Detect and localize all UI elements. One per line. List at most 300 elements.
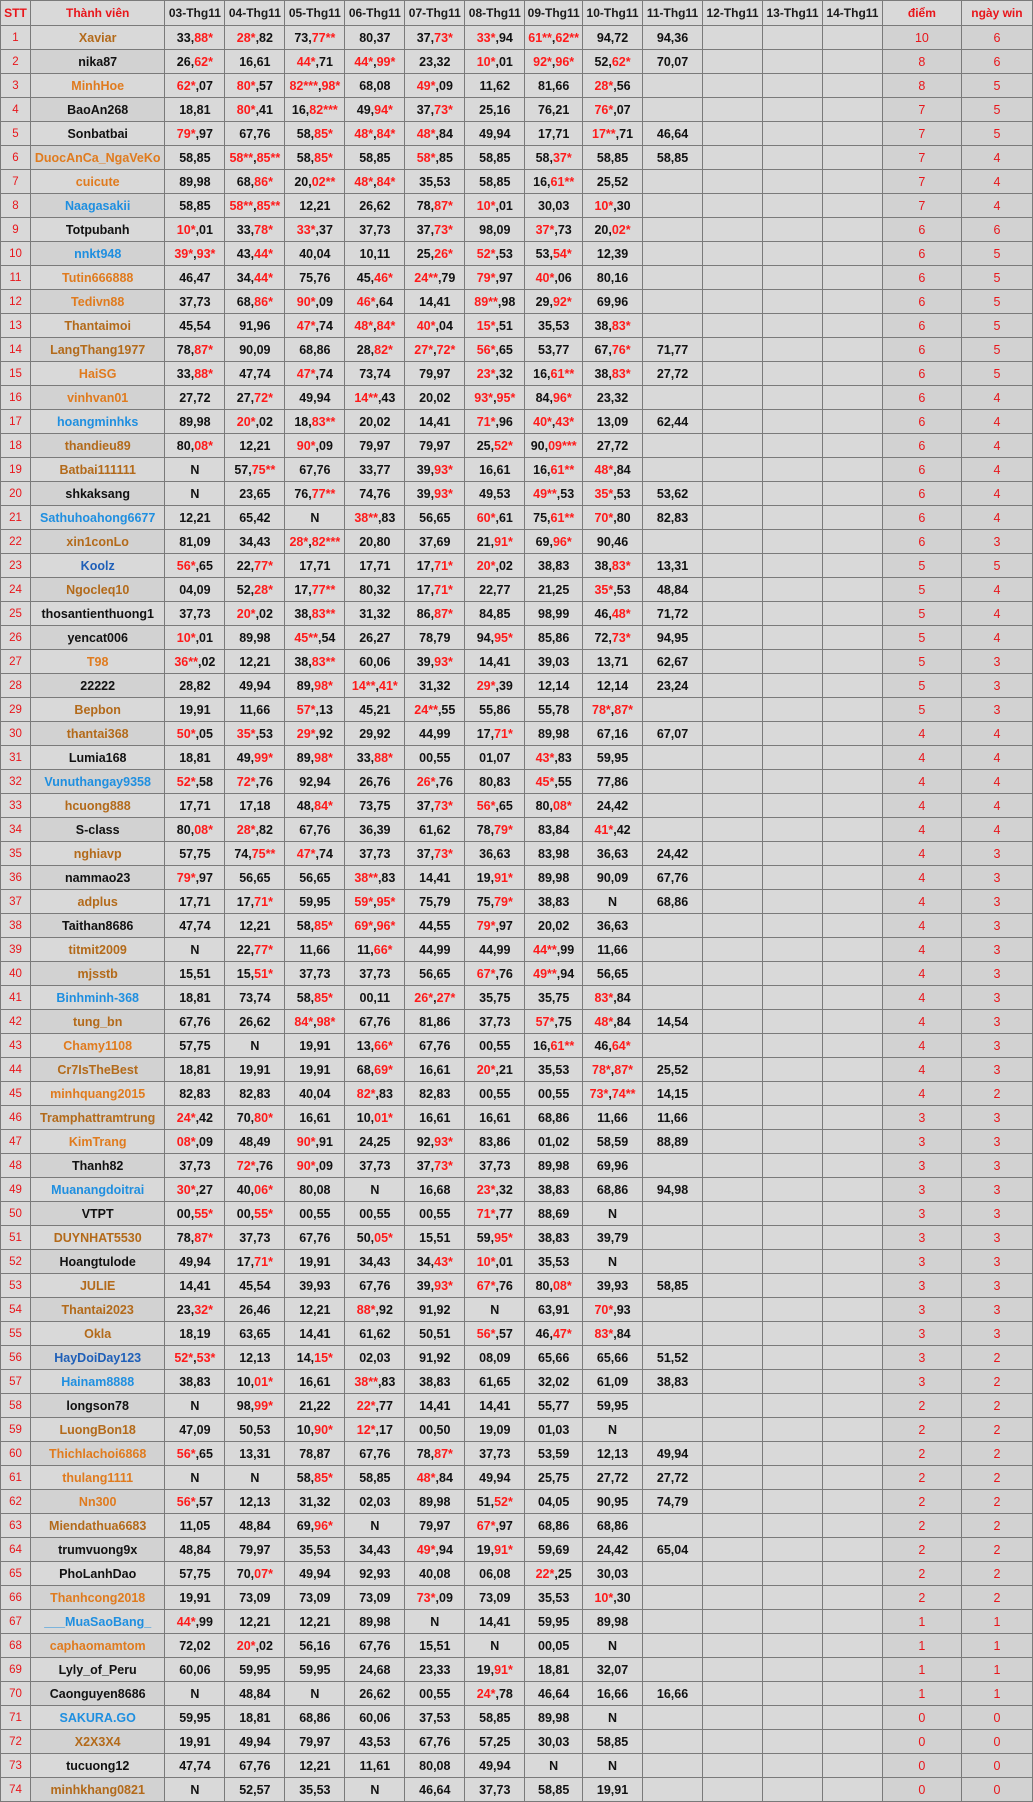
number: 27, — [236, 390, 255, 405]
day-result-cell — [345, 842, 405, 866]
day-result-cell — [225, 1418, 285, 1442]
day-result-cell — [345, 794, 405, 818]
day-result-cell — [822, 650, 882, 674]
win-days-cell: 4 — [961, 794, 1032, 818]
hit-number: 88* — [194, 30, 213, 45]
day-result-cell — [345, 1226, 405, 1250]
day-result-cell — [405, 1322, 465, 1346]
day-result-cell — [225, 26, 285, 50]
hit-number: 95* — [494, 1230, 513, 1245]
day-result-cell — [285, 938, 345, 962]
number: 14,41 — [419, 294, 451, 309]
number: 67,76 — [359, 1446, 391, 1461]
day-result-cell — [285, 866, 345, 890]
number: 71,72 — [656, 606, 689, 621]
header-day: 14-Thg11 — [822, 1, 882, 26]
points-cell: 6 — [882, 242, 961, 266]
win-days-cell: 6 — [961, 50, 1032, 74]
number: ,21 — [495, 1062, 513, 1077]
number: 89, — [296, 678, 315, 693]
hit-number: 49** — [533, 486, 557, 501]
hit-number: 79* — [176, 126, 196, 141]
number: 58, — [535, 150, 553, 165]
day-result-cell — [583, 482, 643, 506]
day-result-cell — [285, 842, 345, 866]
day-result-cell — [525, 314, 583, 338]
day-result-cell — [525, 1154, 583, 1178]
day-result-cell — [165, 122, 225, 146]
day-result-cell — [225, 1538, 285, 1562]
hit-number: 77* — [254, 558, 273, 573]
number: 16,61 — [419, 1110, 451, 1125]
table-row — [1, 674, 1033, 698]
member-name: Nn300 — [30, 1490, 164, 1514]
day-result-cell — [703, 1034, 763, 1058]
day-result-cell — [703, 98, 763, 122]
number: ,97 — [495, 1518, 513, 1533]
day-result-cell — [583, 122, 643, 146]
number: ,77 — [375, 1398, 393, 1413]
table-row — [1, 170, 1033, 194]
number: ,92 — [315, 726, 333, 741]
hit-number: 41* — [379, 678, 398, 693]
day-result-cell — [225, 530, 285, 554]
day-result-cell — [525, 1514, 583, 1538]
row-stt: 21 — [1, 506, 31, 530]
number: , — [551, 54, 556, 69]
number: ,53 — [255, 726, 273, 741]
hit-number: 23* — [476, 1182, 496, 1197]
row-stt: 60 — [1, 1442, 31, 1466]
hit-number: 90* — [296, 438, 316, 453]
day-result-cell — [763, 26, 823, 50]
points-cell: 3 — [882, 1178, 961, 1202]
win-days-cell: 1 — [961, 1634, 1032, 1658]
day-result-cell — [405, 842, 465, 866]
hit-number: 75** — [251, 846, 276, 861]
day-result-cell — [345, 1538, 405, 1562]
number: 19,09 — [479, 1422, 511, 1437]
number: ,07 — [613, 102, 631, 117]
hit-number: 60* — [476, 510, 496, 525]
day-result-cell — [225, 1274, 285, 1298]
number: 23,33 — [419, 1662, 451, 1677]
hit-number: 20* — [236, 606, 256, 621]
number: 19,91 — [596, 1782, 629, 1797]
hit-number: 96* — [552, 534, 572, 549]
number: 51, — [476, 1494, 495, 1509]
day-result-cell — [165, 674, 225, 698]
day-result-cell — [345, 1346, 405, 1370]
win-days-cell: 2 — [961, 1394, 1032, 1418]
day-result-cell — [405, 962, 465, 986]
day-result-cell — [345, 362, 405, 386]
row-stt: 70 — [1, 1682, 31, 1706]
day-result-cell — [643, 1106, 703, 1130]
day-result-cell — [583, 938, 643, 962]
win-days-cell: 4 — [961, 722, 1032, 746]
day-result-cell — [525, 1778, 583, 1802]
day-result-cell — [643, 1226, 703, 1250]
day-result-cell — [822, 1466, 882, 1490]
hit-number: 01* — [374, 1110, 393, 1125]
member-name: yencat006 — [30, 626, 164, 650]
day-result-cell — [583, 1298, 643, 1322]
day-result-cell — [763, 1466, 823, 1490]
number: 55,77 — [538, 1398, 570, 1413]
day-result-cell — [763, 146, 823, 170]
number: ,41 — [255, 102, 273, 117]
hit-number: 06* — [254, 1182, 273, 1197]
day-result-cell — [165, 1154, 225, 1178]
number: 39,79 — [596, 1230, 629, 1245]
day-result-cell — [165, 1130, 225, 1154]
member-name: VTPT — [30, 1202, 164, 1226]
day-result-cell — [465, 506, 525, 530]
day-result-cell — [345, 554, 405, 578]
number: 16, — [533, 1038, 551, 1053]
day-result-cell — [703, 74, 763, 98]
day-result-cell — [583, 818, 643, 842]
number: 20, — [294, 174, 312, 189]
day-result-cell — [822, 1034, 882, 1058]
day-result-cell — [643, 1082, 703, 1106]
number: 16, — [533, 462, 551, 477]
hit-number: 43* — [535, 750, 555, 765]
table-row — [1, 1322, 1033, 1346]
hit-number: 78* — [254, 222, 273, 237]
points-cell: 5 — [882, 698, 961, 722]
member-name: Thanhcong2018 — [30, 1586, 164, 1610]
day-result-cell — [285, 602, 345, 626]
number: N — [608, 894, 618, 909]
hit-number: 22* — [356, 1398, 376, 1413]
day-result-cell — [703, 1610, 763, 1634]
number: 35,53 — [419, 174, 451, 189]
day-result-cell — [285, 1154, 345, 1178]
hit-number: 40* — [535, 270, 555, 285]
day-result-cell — [525, 698, 583, 722]
day-result-cell — [405, 1298, 465, 1322]
number: 00,55 — [419, 1686, 451, 1701]
hit-number: 09*** — [548, 438, 577, 453]
day-result-cell — [822, 362, 882, 386]
hit-number: 96* — [555, 54, 575, 69]
member-name: Tutin666888 — [30, 266, 164, 290]
day-result-cell — [703, 986, 763, 1010]
day-result-cell — [703, 410, 763, 434]
day-result-cell — [703, 1178, 763, 1202]
number: 58,85 — [479, 1710, 511, 1725]
member-name: JULIE — [30, 1274, 164, 1298]
day-result-cell — [465, 122, 525, 146]
day-result-cell — [465, 434, 525, 458]
number: 49,94 — [299, 390, 331, 405]
hit-number: 44* — [254, 270, 273, 285]
day-result-cell — [703, 1274, 763, 1298]
row-stt: 35 — [1, 842, 31, 866]
day-result-cell — [465, 1250, 525, 1274]
row-stt: 51 — [1, 1226, 31, 1250]
number: 73,74 — [359, 366, 391, 381]
day-result-cell — [525, 1394, 583, 1418]
number: ,94 — [435, 1542, 453, 1557]
table-row — [1, 194, 1033, 218]
number: 26,62 — [359, 198, 391, 213]
day-result-cell — [345, 1562, 405, 1586]
day-result-cell — [822, 1730, 882, 1754]
points-cell: 3 — [882, 1370, 961, 1394]
number: ,42 — [613, 822, 631, 837]
day-result-cell — [225, 1346, 285, 1370]
table-row — [1, 1250, 1033, 1274]
number: 47,74 — [179, 918, 211, 933]
number: 76,21 — [538, 102, 570, 117]
number: 37, — [416, 1158, 435, 1173]
number: ,09 — [435, 78, 453, 93]
number: N — [310, 1686, 320, 1701]
member-name: nghiavp — [30, 842, 164, 866]
day-result-cell — [643, 890, 703, 914]
number: 58,85 — [179, 198, 211, 213]
number: ,13 — [315, 702, 333, 717]
win-days-cell: 3 — [961, 1202, 1032, 1226]
hit-number: 05* — [374, 1230, 393, 1245]
row-stt: 59 — [1, 1418, 31, 1442]
hit-number: 71* — [494, 726, 513, 741]
points-cell: 6 — [882, 530, 961, 554]
day-result-cell — [643, 650, 703, 674]
day-result-cell — [822, 1202, 882, 1226]
day-result-cell — [225, 746, 285, 770]
hit-number: 44* — [354, 54, 374, 69]
win-days-cell: 0 — [961, 1778, 1032, 1802]
number: 68, — [236, 174, 255, 189]
points-cell: 2 — [882, 1394, 961, 1418]
day-result-cell — [405, 722, 465, 746]
day-result-cell — [345, 1274, 405, 1298]
day-result-cell — [643, 794, 703, 818]
day-result-cell — [763, 746, 823, 770]
day-result-cell — [822, 578, 882, 602]
hit-number: 93* — [434, 654, 453, 669]
day-result-cell — [225, 1370, 285, 1394]
row-stt: 3 — [1, 74, 31, 98]
day-result-cell — [763, 1226, 823, 1250]
number: N — [608, 1638, 618, 1653]
number: 21,22 — [299, 1398, 331, 1413]
day-result-cell — [763, 1394, 823, 1418]
day-result-cell — [225, 218, 285, 242]
day-result-cell — [703, 1514, 763, 1538]
number: 46, — [535, 1326, 553, 1341]
member-name: 22222 — [30, 674, 164, 698]
number: 43,53 — [359, 1734, 391, 1749]
points-cell: 4 — [882, 722, 961, 746]
day-result-cell — [703, 1466, 763, 1490]
day-result-cell — [405, 1730, 465, 1754]
day-result-cell — [285, 1370, 345, 1394]
number: 67,76 — [239, 126, 271, 141]
win-days-cell: 3 — [961, 986, 1032, 1010]
number: 37,73 — [359, 966, 391, 981]
row-stt: 46 — [1, 1106, 31, 1130]
number: ,02 — [495, 558, 513, 573]
row-stt: 42 — [1, 1010, 31, 1034]
day-result-cell — [822, 602, 882, 626]
number: ,54 — [317, 630, 336, 645]
number: 57,75 — [179, 1566, 211, 1581]
day-result-cell — [763, 578, 823, 602]
day-result-cell — [763, 986, 823, 1010]
number: 35,53 — [299, 1782, 331, 1797]
day-result-cell — [405, 1442, 465, 1466]
hit-number: 99* — [254, 1398, 273, 1413]
number: ,76 — [495, 1278, 513, 1293]
day-result-cell — [345, 170, 405, 194]
number: 88,69 — [538, 1206, 570, 1221]
number: 58, — [296, 1470, 315, 1485]
table-row — [1, 1730, 1033, 1754]
hit-number: 96* — [552, 390, 572, 405]
hit-number: 69* — [374, 1062, 393, 1077]
number: N — [190, 1398, 200, 1413]
table-row — [1, 1058, 1033, 1082]
table-row — [1, 1682, 1033, 1706]
day-result-cell — [225, 1082, 285, 1106]
number: 47,74 — [239, 366, 271, 381]
number: 55,78 — [538, 702, 570, 717]
number: 23, — [176, 1302, 195, 1317]
day-result-cell — [822, 1610, 882, 1634]
day-result-cell — [703, 1370, 763, 1394]
day-result-cell — [643, 1514, 703, 1538]
day-result-cell — [822, 386, 882, 410]
day-result-cell — [703, 290, 763, 314]
day-result-cell — [583, 146, 643, 170]
win-days-cell: 4 — [961, 194, 1032, 218]
number: 81,66 — [538, 78, 570, 93]
number: 37,73 — [479, 1446, 511, 1461]
number: , — [373, 174, 377, 189]
hit-number: 90* — [296, 1134, 316, 1149]
row-stt: 58 — [1, 1394, 31, 1418]
day-result-cell — [525, 914, 583, 938]
number: 00,05 — [538, 1638, 570, 1653]
day-result-cell — [405, 1418, 465, 1442]
day-result-cell — [345, 722, 405, 746]
member-name: nammao23 — [30, 866, 164, 890]
day-result-cell — [822, 1514, 882, 1538]
day-result-cell — [763, 1106, 823, 1130]
number: 33,77 — [359, 462, 391, 477]
table-row — [1, 1466, 1033, 1490]
hit-number: 80* — [236, 78, 256, 93]
day-result-cell — [225, 1034, 285, 1058]
number: 12,21 — [299, 1614, 331, 1629]
win-days-cell: 4 — [961, 458, 1032, 482]
day-result-cell — [465, 746, 525, 770]
hit-number: 40* — [416, 318, 436, 333]
table-row — [1, 842, 1033, 866]
number: ,02 — [255, 414, 273, 429]
number: ,85 — [435, 150, 453, 165]
day-result-cell — [345, 674, 405, 698]
number: 43, — [236, 246, 255, 261]
hit-number: 46* — [374, 270, 393, 285]
number: 89,98 — [596, 1614, 629, 1629]
row-stt: 65 — [1, 1562, 31, 1586]
number: 01,03 — [538, 1422, 570, 1437]
number: ,83 — [554, 750, 572, 765]
day-result-cell — [525, 1538, 583, 1562]
hit-number: 93* — [474, 390, 494, 405]
day-result-cell — [703, 1538, 763, 1562]
number: 69,96 — [596, 294, 629, 309]
day-result-cell — [225, 1730, 285, 1754]
day-result-cell — [822, 1010, 882, 1034]
day-result-cell — [583, 554, 643, 578]
number: 00, — [236, 1206, 255, 1221]
win-days-cell: 4 — [961, 578, 1032, 602]
day-result-cell — [285, 722, 345, 746]
number: 89,98 — [538, 870, 570, 885]
number: 58,85 — [656, 1278, 689, 1293]
day-result-cell — [405, 1610, 465, 1634]
day-result-cell — [525, 146, 583, 170]
win-days-cell: 3 — [961, 1130, 1032, 1154]
day-result-cell — [225, 122, 285, 146]
day-result-cell — [763, 626, 823, 650]
day-result-cell — [465, 530, 525, 554]
hit-number: 91* — [494, 870, 513, 885]
day-result-cell — [285, 1562, 345, 1586]
member-name: Totpubanh — [30, 218, 164, 242]
day-result-cell — [225, 722, 285, 746]
number: 74, — [234, 846, 252, 861]
table-row — [1, 290, 1033, 314]
day-result-cell — [405, 1154, 465, 1178]
day-result-cell — [405, 1466, 465, 1490]
day-result-cell — [165, 698, 225, 722]
hit-number: 91* — [494, 1542, 513, 1557]
day-result-cell — [345, 146, 405, 170]
hit-number: 93* — [434, 486, 453, 501]
number: 68, — [356, 1062, 375, 1077]
hit-number: 84* — [376, 126, 396, 141]
number: ,09 — [435, 1590, 453, 1605]
number: 69, — [535, 534, 553, 549]
number: 58,85 — [359, 150, 391, 165]
day-result-cell — [345, 266, 405, 290]
number: , — [373, 318, 377, 333]
number: 10,11 — [359, 246, 391, 261]
number: 37,73 — [479, 1014, 511, 1029]
number: 58,85 — [479, 150, 511, 165]
day-result-cell — [345, 98, 405, 122]
day-result-cell — [643, 1706, 703, 1730]
day-result-cell — [822, 74, 882, 98]
table-row — [1, 1754, 1033, 1778]
day-result-cell — [822, 818, 882, 842]
number: 73,09 — [359, 1590, 391, 1605]
number: ,76 — [255, 774, 273, 789]
day-result-cell — [465, 338, 525, 362]
day-result-cell — [822, 1658, 882, 1682]
day-result-cell — [643, 770, 703, 794]
hit-number: 59* — [354, 894, 374, 909]
number: 15,51 — [419, 1638, 451, 1653]
